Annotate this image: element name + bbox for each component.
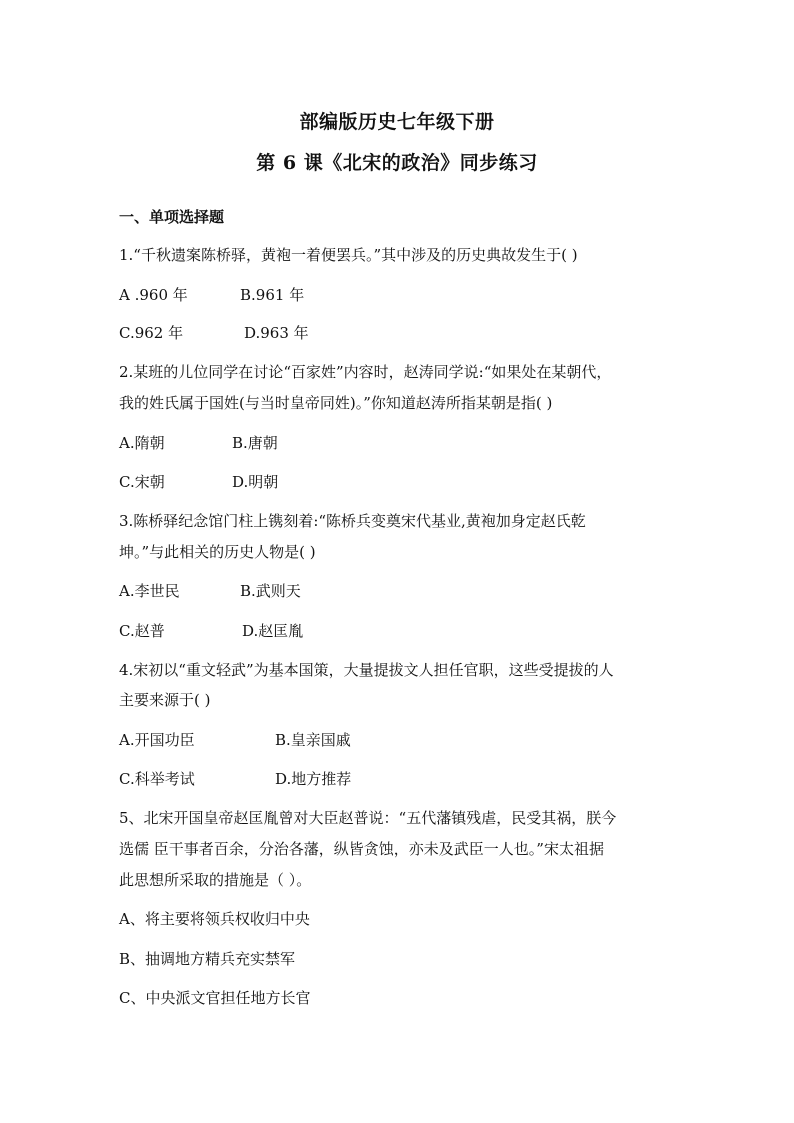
question-5-line-1: 5、北宋开国皇帝赵匡胤曾对大臣赵普说：“五代藩镇残虐，民受其祸，朕今 (119, 809, 617, 827)
document-subtitle: 第 6 课《北宋的政治》同步练习 (256, 152, 538, 174)
question-2-option-d: D.明朝 (232, 473, 279, 491)
question-1-option-c: C.962 年 (119, 324, 184, 342)
question-1-option-a: A .960 年 (119, 286, 188, 304)
section-heading: 一、单项选择题 (119, 208, 225, 226)
question-3-line-2: 坤。”与此相关的历史人物是( ) (119, 543, 316, 561)
question-2-line-1: 2.某班的儿位同学在讨论“百家姓”内容时，赵涛同学说:“如果处在某朝代， (119, 363, 612, 381)
question-5-option-a: A、将主要将领兵权收归中央 (119, 910, 310, 928)
question-2-option-c: C.宋朝 (119, 473, 165, 491)
question-5-option-b: B、抽调地方精兵充实禁军 (119, 950, 296, 968)
question-5-line-3: 此思想所采取的措施是（ ）。 (119, 871, 312, 889)
question-1-line-1: 1.“千秋遗案陈桥驿，黄袍一着便罢兵。”其中涉及的历史典故发生于( ) (119, 246, 578, 264)
question-3-option-d: D.赵匡胤 (242, 622, 304, 640)
question-4-option-c: C.科举考试 (119, 770, 195, 788)
question-3-option-a: A.李世民 (119, 582, 180, 600)
question-4-line-2: 主要来源于( ) (119, 691, 211, 709)
question-1-option-b: B.961 年 (240, 286, 305, 304)
question-2-line-2: 我的姓氏属于国姓(与当时皇帝同姓)。”你知道赵涛所指某朝是指( ) (119, 394, 553, 412)
question-4-option-a: A.开国功臣 (119, 731, 195, 749)
question-3-option-c: C.赵普 (119, 622, 165, 640)
question-4-option-d: D.地方推荐 (275, 770, 352, 788)
question-1-option-d: D.963 年 (244, 324, 309, 342)
question-5-line-2: 选儒 臣干事者百余，分治各藩，纵皆贪蚀，亦未及武臣一人也。”宋太祖据 (119, 840, 604, 858)
question-4-option-b: B.皇亲国戚 (275, 731, 351, 749)
question-5-option-c: C、中央派文官担任地方长官 (119, 989, 311, 1007)
question-3-line-1: 3.陈桥驿纪念馆门柱上镌刻着:“陈桥兵变奠宋代基业,黄袍加身定赵氏乾 (119, 512, 586, 530)
question-3-option-b: B.武则天 (240, 582, 301, 600)
question-2-option-a: A.隋朝 (119, 434, 165, 452)
document-title: 部编版历史七年级下册 (299, 111, 495, 133)
question-4-line-1: 4.宋初以“重文轻武”为基本国策，大量提拔文人担任官职，这些受提拔的人 (119, 661, 614, 679)
question-2-option-b: B.唐朝 (232, 434, 278, 452)
